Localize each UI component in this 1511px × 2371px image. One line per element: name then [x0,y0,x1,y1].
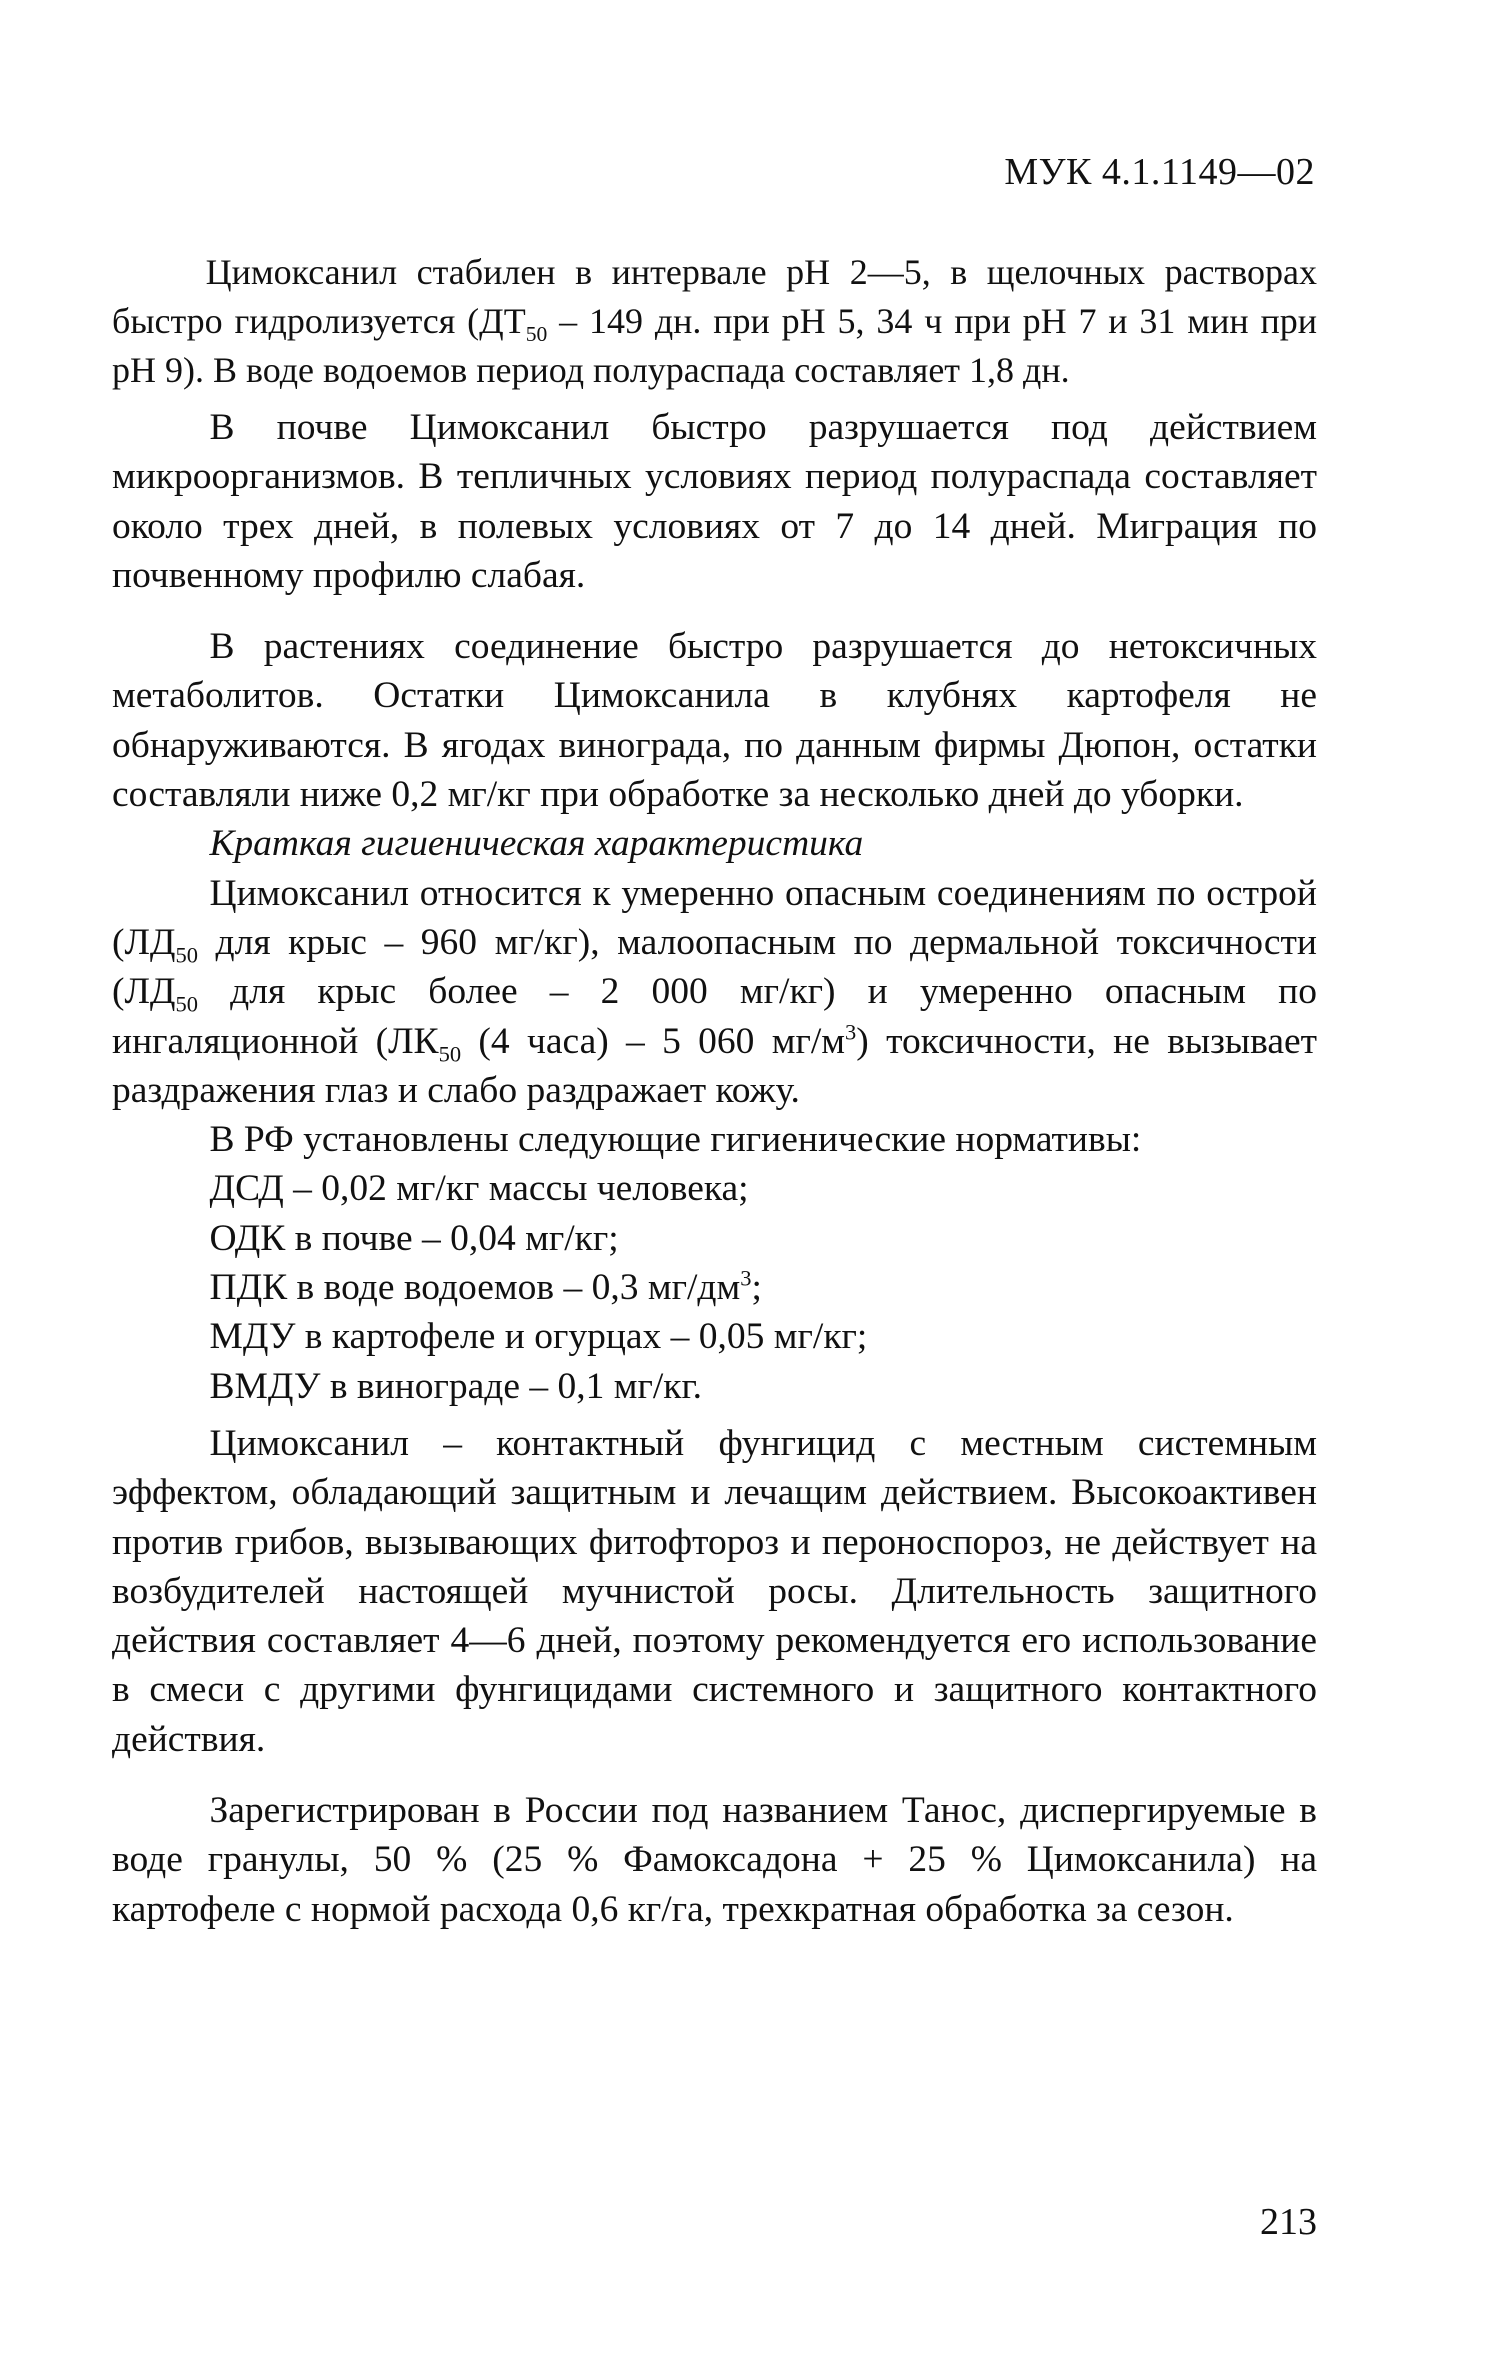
paragraph-norms-intro: В РФ установлены следующие гигиенические нормативы: [209,1119,1142,1161]
toxicity-text-c: для крыс более – 2 000 мг/кг) и умеренно опасным по ингаляционной (ЛК [112,971,1317,1062]
norm-pdk-text: ПДК в воде водоемов – 0,3 мг/дм [209,1267,741,1309]
norm-item-pdk [112,1263,1317,1312]
subscript-50: 50 [175,942,199,968]
paragraph-toxicity [112,869,1317,1115]
subscript-50: 50 [525,322,548,347]
page-number: 213 [1260,2201,1317,2243]
superscript-3: 3 [740,1265,752,1291]
norm-item-dsd: ДСД – 0,02 мг/кг массы человека; [209,1168,749,1210]
toxicity-text-d: (4 часа) – 5 060 мг/м [461,1020,846,1062]
paragraph-stability [112,248,1317,395]
subscript-50: 50 [438,1041,462,1067]
norm-item-vmdu: ВМДУ в винограде – 0,1 мг/кг. [209,1365,703,1407]
paragraph-registration: Зарегистрирован в России под названием Танос, диспергируемые в воде гранулы, 50 % (25 % Фамоксадона + 25 % Цимоксанила) на картофеле с нормой расхода 0,6 кг/га, трехкратная обработка за сезон. [112,1790,1317,1930]
paragraph-fungicide: Цимоксанил – контактный фунгицид с местным системным эффектом, обладающий защитным и лечащим действием. Высокоактивен против грибов, вызывающих фитофтороз и пероноспороз, не действует на возбудителей настоящей мучнистой росы. Длительность защитного действия составляет 4—6 дней, поэтому рекомендуется его использование в смеси с другими фунгицидами системного и защитного контактного действия. [112,1422,1317,1760]
subscript-50: 50 [175,991,199,1017]
norm-pdk-tail: ; [751,1267,762,1309]
toxicity-text-a: Цимоксанил относится к умеренно опасным соединениям по острой (ЛД [112,872,1317,963]
paragraph-stability-text-a: Цимоксанил стабилен в интервале pH 2—5, в щелочных растворах быстро гидролизуется (ДТ [112,252,1317,341]
document-body [112,248,1317,1934]
paragraph-plants: В растениях соединение быстро разрушается до нетоксичных метаболитов. Остатки Цимоксанила в клубнях картофеля не обнаруживаются. В ягодах винограда, по данным фирмы Дюпон, остатки составляли ниже 0,2 мг/кг при обработке за несколько дней до уборки. [112,626,1317,816]
paragraph-stability-text-b: – 149 дн. при pH 5, 34 ч при pH 7 и 31 мин при pH 9). В воде водоемов период полураспада составляет 1,8 дн. [112,301,1317,390]
toxicity-text-b: для крыс – 960 мг/кг), малоопасным по дермальной токсичности (ЛД [112,921,1317,1013]
paragraph-soil: В почве Цимоксанил быстро разрушается под действием микроорганизмов. В тепличных условиях период полураспада составляет около трех дней, в полевых условиях от 7 до 14 дней. Миграция по почвенному профилю слабая. [112,407,1317,596]
superscript-3: 3 [845,1019,857,1045]
norm-item-odk: ОДК в почве – 0,04 мг/кг; [209,1217,619,1259]
section-heading-hygiene: Краткая гигиеническая характеристика [209,823,864,865]
toxicity-text-e: ) токсичности, не вызывает раздражения глаз и слабо раздражает кожу. [112,1020,1317,1111]
document-code-header: МУК 4.1.1149—02 [1004,151,1315,193]
norm-item-mdu: МДУ в картофеле и огурцах – 0,05 мг/кг; [209,1316,868,1358]
